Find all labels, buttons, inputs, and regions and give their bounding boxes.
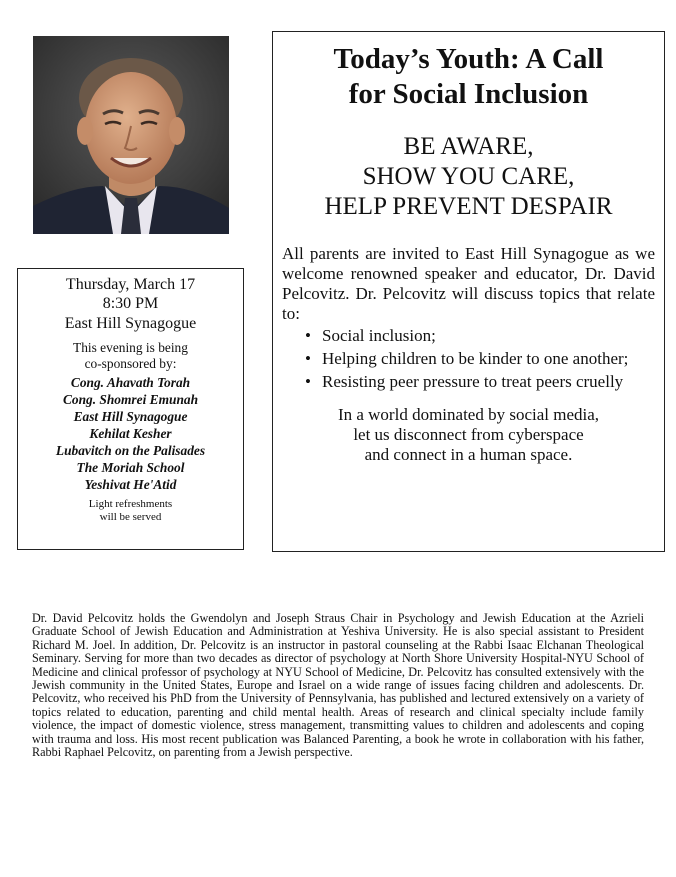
refreshments-line-2: will be served [99, 511, 162, 523]
topic-text: Social inclusion; [322, 326, 436, 345]
topic-item [273, 326, 664, 346]
sponsor-item: The Moriah School [76, 460, 185, 475]
speaker-biography: Dr. David Pelcovitz holds the Gwendolyn and Joseph Straus Chair in Psychology and Jewish Education at the Azrieli Graduate School of Jewish Education and Administration at Yeshiva University. He is also special assistant to President Richard M. Joel. In addition, Dr. Pelcovitz is an instructor in pastoral counseling at the Rabbi Isaac Elchanan Theological Seminary. Serving for more than two decades as director of psychology at North Shore University Hospital-NYU School of Medicine and clinical professor of psychology at NYU School of Medicine, Dr. Pelcovitz has consulted extensively with the Jewish community in the United States, Europe and Israel on a wide range of issues facing children and adolescents. Dr. Pelcovitz, who received his PhD from the University of Pennsylvania, has published and lectured extensively on a variety of topics related to education, parenting and child mental health. Areas of research and clinical specialty include family violence, the impact of domestic violence, stress management, transmitting values to children and adolescents and coping with trauma and loss. His most recent publication was Balanced Parenting, a book he wrote in collaboration with his father, Rabbi Raphael Pelcovitz, on parenting from a Jewish perspective. [32, 611, 644, 760]
topic-list [273, 326, 664, 392]
topic-text: Resisting peer pressure to treat peers cruelly [322, 372, 624, 391]
topic-text: Helping children to be kinder to one another; [322, 349, 629, 368]
sponsor-item: Kehilat Kesher [89, 426, 172, 441]
event-date: Thursday, March 17 [65, 276, 196, 293]
sponsor-item: East Hill Synagogue [73, 409, 188, 424]
sponsor-item: Cong. Shomrei Emunah [62, 392, 199, 407]
closing-message [273, 405, 664, 465]
closing-line-1: In a world dominated by social media, [337, 405, 600, 424]
closing-line-3: and connect in a human space. [364, 445, 573, 464]
event-venue: East Hill Synagogue [64, 315, 197, 332]
tagline-line-3: HELP PREVENT DESPAIR [324, 193, 613, 220]
bullet-icon: • [305, 349, 311, 368]
sponsor-item: Cong. Ahavath Torah [70, 375, 191, 390]
tagline [273, 132, 664, 222]
topic-item [273, 372, 664, 392]
cosponsor-intro-line-2: co-sponsored by: [84, 356, 177, 371]
sponsor-item: Lubavitch on the Palisades [55, 443, 206, 458]
refreshments-line-1: Light refreshments [88, 498, 173, 510]
closing-line-2: let us disconnect from cyberspace [353, 425, 584, 444]
sponsor-item: Yeshivat He'Atid [84, 477, 177, 492]
tagline-line-1: BE AWARE, [403, 133, 534, 160]
speaker-photo [33, 36, 229, 234]
bullet-icon: • [305, 372, 311, 391]
cosponsor-intro-line-1: This evening is being [73, 340, 188, 355]
tagline-line-2: SHOW YOU CARE, [362, 163, 575, 190]
event-title-line-1: Today’s Youth: A Call [333, 43, 604, 75]
topic-item [273, 349, 664, 369]
sponsor-list [18, 374, 243, 493]
event-title [273, 42, 664, 112]
event-time: 8:30 PM [102, 295, 159, 312]
intro-paragraph: All parents are invited to East Hill Synagogue as we welcome renowned speaker and educator, Dr. David Pelcovitz. Dr. Pelcovitz will discuss topics that relate to: [282, 244, 655, 323]
portrait-illustration [33, 36, 229, 234]
event-title-line-2: for Social Inclusion [348, 78, 589, 110]
bullet-icon: • [305, 326, 311, 345]
event-info-box [17, 268, 244, 550]
announcement-box [272, 31, 665, 552]
